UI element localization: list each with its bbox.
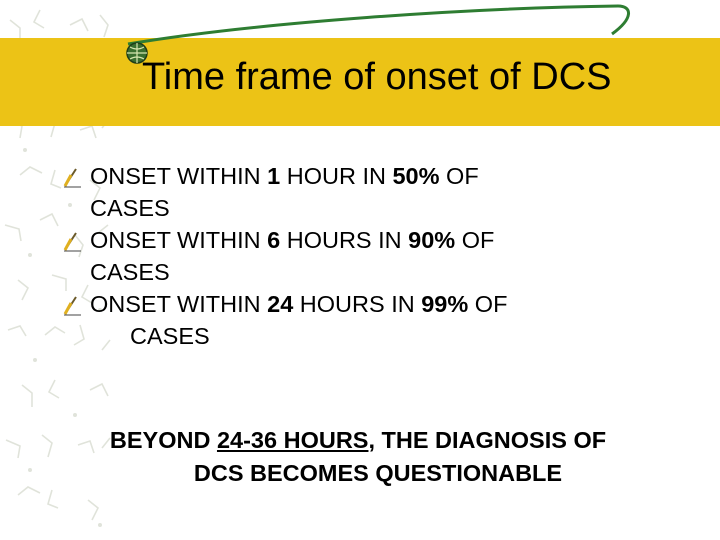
- bullet-item: [62, 160, 622, 224]
- bullet-list: [62, 160, 622, 352]
- bullet-item: [62, 288, 622, 352]
- conclusion-line-1: BEYOND 24-36 HOURS, THE DIAGNOSIS OF: [109, 427, 607, 453]
- bullet-text: ONSET WITHIN 6 HOURS IN 90% OF: [90, 227, 495, 253]
- underlined-timeframe: 24-36 HOURS: [216, 427, 369, 453]
- pencil-bullet-icon: [62, 230, 84, 252]
- pencil-bullet-icon: [62, 294, 84, 316]
- pencil-bullet-icon: [62, 166, 84, 188]
- bullet-continuation: CASES: [130, 323, 210, 349]
- bullet-continuation: CASES: [90, 259, 170, 285]
- bullet-continuation: CASES: [90, 195, 170, 221]
- conclusion-line-2: DCS BECOMES QUESTIONABLE: [193, 460, 563, 486]
- bullet-text: ONSET WITHIN 1 HOUR IN 50% OF: [90, 163, 479, 189]
- conclusion-text: [0, 424, 720, 490]
- bullet-text: ONSET WITHIN 24 HOURS IN 99% OF: [90, 291, 508, 317]
- bullet-item: [62, 224, 622, 288]
- slide-title: Time frame of onset of DCS: [142, 56, 612, 98]
